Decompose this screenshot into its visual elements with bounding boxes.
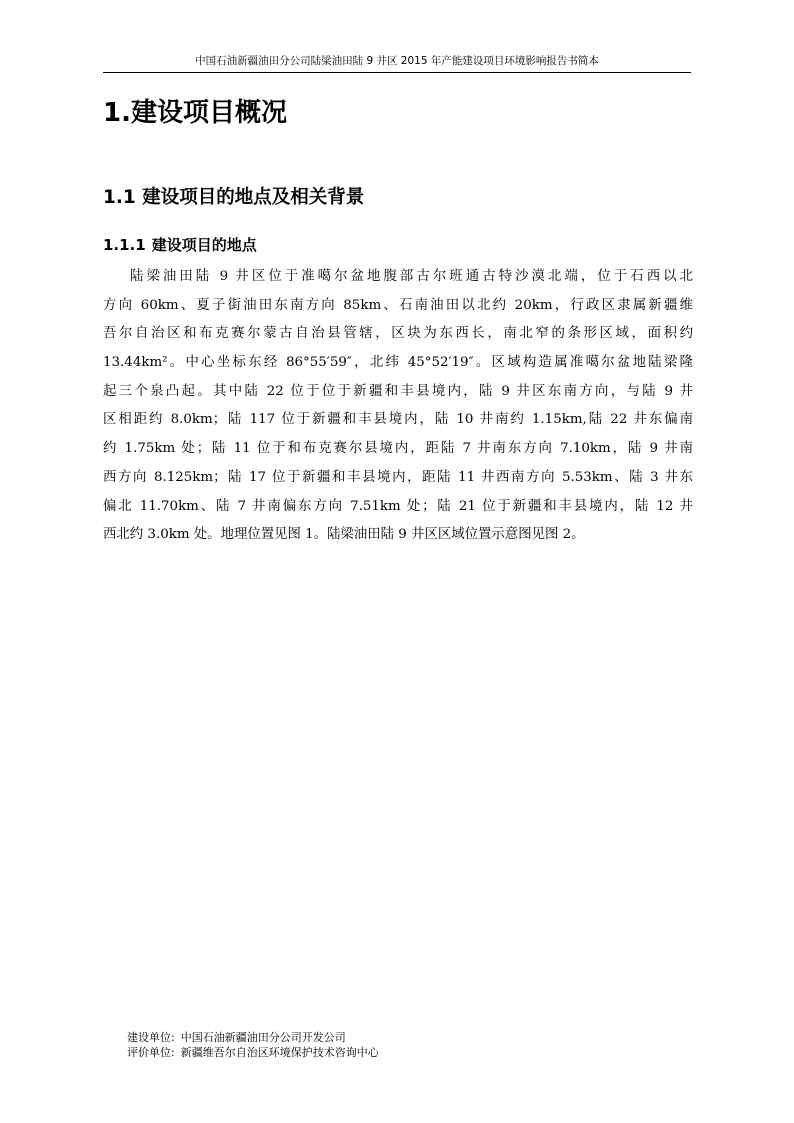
subsection-text: 建设项目的地点	[151, 236, 257, 254]
paragraph-line: 吾尔自治区和布克赛尔蒙古自治县管辖，区块为东西长，南北窄的条形区域，面积约	[103, 326, 693, 342]
paragraph-line: 方向 60km、夏子街油田东南方向 85km、石南油田以北约 20km，行政区隶属新疆维	[103, 297, 693, 313]
paragraph-line: 偏北 11.70km、陆 7 井南偏东方向 7.51km 处；陆 21 位于新疆和丰县境内，陆 12 井	[103, 498, 693, 514]
running-header: 中国石油新疆油田分公司陆梁油田陆 9 井区 2015 年产能建设项目环境影响报告书简本	[103, 55, 691, 73]
subsection-title	[103, 234, 257, 256]
paragraph-line: 西北约 3.0km 处。地理位置见图 1。陆梁油田陆 9 井区区域位置示意图见图 2。	[103, 527, 585, 543]
construction-unit-label: 建设单位:	[127, 1031, 175, 1044]
paragraph-line: 起三个泉凸起。其中陆 22 位于位于新疆和丰县境内，陆 9 井区东南方向，与陆 9 井	[103, 383, 693, 399]
evaluation-unit-value: 新疆维吾尔自治区环境保护技术咨询中心	[180, 1046, 379, 1059]
evaluation-unit	[127, 1045, 379, 1060]
paragraph-line: 区相距约 8.0km；陆 117 位于新疆和丰县境内，陆 10 井南约 1.15km,陆 22 井东偏南	[103, 412, 693, 428]
page-footer	[127, 1030, 379, 1060]
subsection-number: 1.1.1	[103, 236, 146, 254]
paragraph-line: 西方向 8.125km；陆 17 位于新疆和丰县境内，距陆 11 井西南方向 5.53km、陆 3 井东	[103, 469, 693, 485]
construction-unit-value: 中国石油新疆油田分公司开发公司	[180, 1031, 346, 1044]
paragraph-line: 陆梁油田陆 9 井区位于准噶尔盆地腹部古尔班通古特沙漠北端，位于石西以北	[130, 269, 693, 284]
body-paragraph	[103, 263, 693, 550]
construction-unit	[127, 1030, 379, 1045]
chapter-title: 1.建设项目概况	[103, 98, 287, 128]
section-title: 1.1 建设项目的地点及相关背景	[103, 187, 365, 208]
paragraph-line: 13.44km²。中心坐标东经 86°55′59″，北纬 45°52′19″。区域构造属准噶尔盆地陆梁隆	[103, 355, 693, 371]
evaluation-unit-label: 评价单位:	[127, 1046, 175, 1059]
paragraph-line: 约 1.75km 处；陆 11 位于和布克赛尔县境内，距陆 7 井南东方向 7.10km，陆 9 井南	[103, 441, 693, 457]
